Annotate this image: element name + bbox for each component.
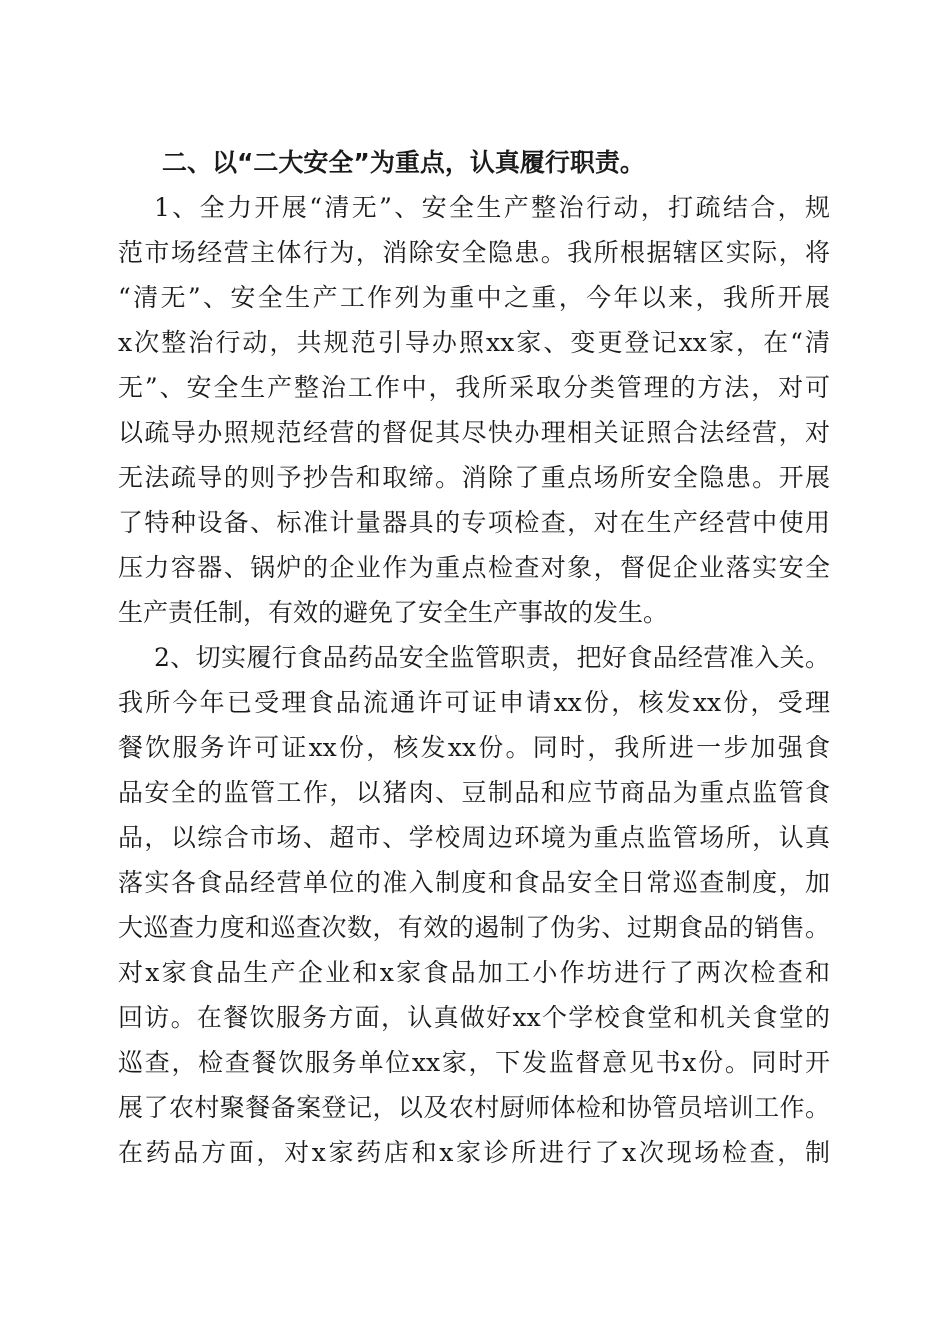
text-line: 餐饮服务许可证xx份，核发xx份。同时，我所进一步加强食 <box>118 733 830 762</box>
text-line: x次整治行动，共规范引导办照xx家、变更登记xx家，在“清 <box>118 328 830 357</box>
text-line: 在药品方面，对x家药店和x家诊所进行了x次现场检查，制 <box>118 1138 830 1167</box>
text-line: 展了农村聚餐备案登记，以及农村厨师体检和协管员培训工作。 <box>118 1093 830 1122</box>
paragraph-1 <box>118 185 830 635</box>
document-body <box>118 140 830 1175</box>
text-line: 1、全力开展“清无”、安全生产整治行动，打疏结合，规 <box>154 193 830 222</box>
text-line: 压力容器、锅炉的企业作为重点检查对象，督促企业落实安全 <box>118 553 830 582</box>
text-line: 以疏导办照规范经营的督促其尽快办理相关证照合法经营，对 <box>118 418 830 447</box>
text-line: 无法疏导的则予抄告和取缔。消除了重点场所安全隐患。开展 <box>118 463 830 492</box>
text-line: 回访。在餐饮服务方面，认真做好xx个学校食堂和机关食堂的 <box>118 1003 830 1032</box>
text-line: 了特种设备、标准计量器具的专项检查，对在生产经营中使用 <box>118 508 830 537</box>
text-line: 范市场经营主体行为，消除安全隐患。我所根据辖区实际，将 <box>118 238 830 267</box>
text-line: 生产责任制，有效的避免了安全生产事故的发生。 <box>118 598 669 627</box>
paragraph-2 <box>118 635 830 1175</box>
text-line: 大巡查力度和巡查次数，有效的遏制了伪劣、过期食品的销售。 <box>118 913 830 942</box>
text-line: 2、切实履行食品药品安全监管职责，把好食品经营准入关。 <box>154 643 830 672</box>
text-line: 对x家食品生产企业和x家食品加工小作坊进行了两次检查和 <box>118 958 830 987</box>
text-line: 落实各食品经营单位的准入制度和食品安全日常巡查制度，加 <box>118 868 830 897</box>
text-line: “清无”、安全生产工作列为重中之重，今年以来，我所开展 <box>118 283 830 312</box>
text-line: 品，以综合市场、超市、学校周边环境为重点监管场所，认真 <box>118 823 830 852</box>
section-heading: 二、以“二大安全”为重点，认真履行职责。 <box>162 148 645 177</box>
text-line: 我所今年已受理食品流通许可证申请xx份，核发xx份，受理 <box>118 688 830 717</box>
text-line: 品安全的监管工作，以猪肉、豆制品和应节商品为重点监管食 <box>118 778 830 807</box>
text-line: 无”、安全生产整治工作中，我所采取分类管理的方法，对可 <box>118 373 830 402</box>
text-line: 巡查，检查餐饮服务单位xx家，下发监督意见书x份。同时开 <box>118 1048 830 1077</box>
